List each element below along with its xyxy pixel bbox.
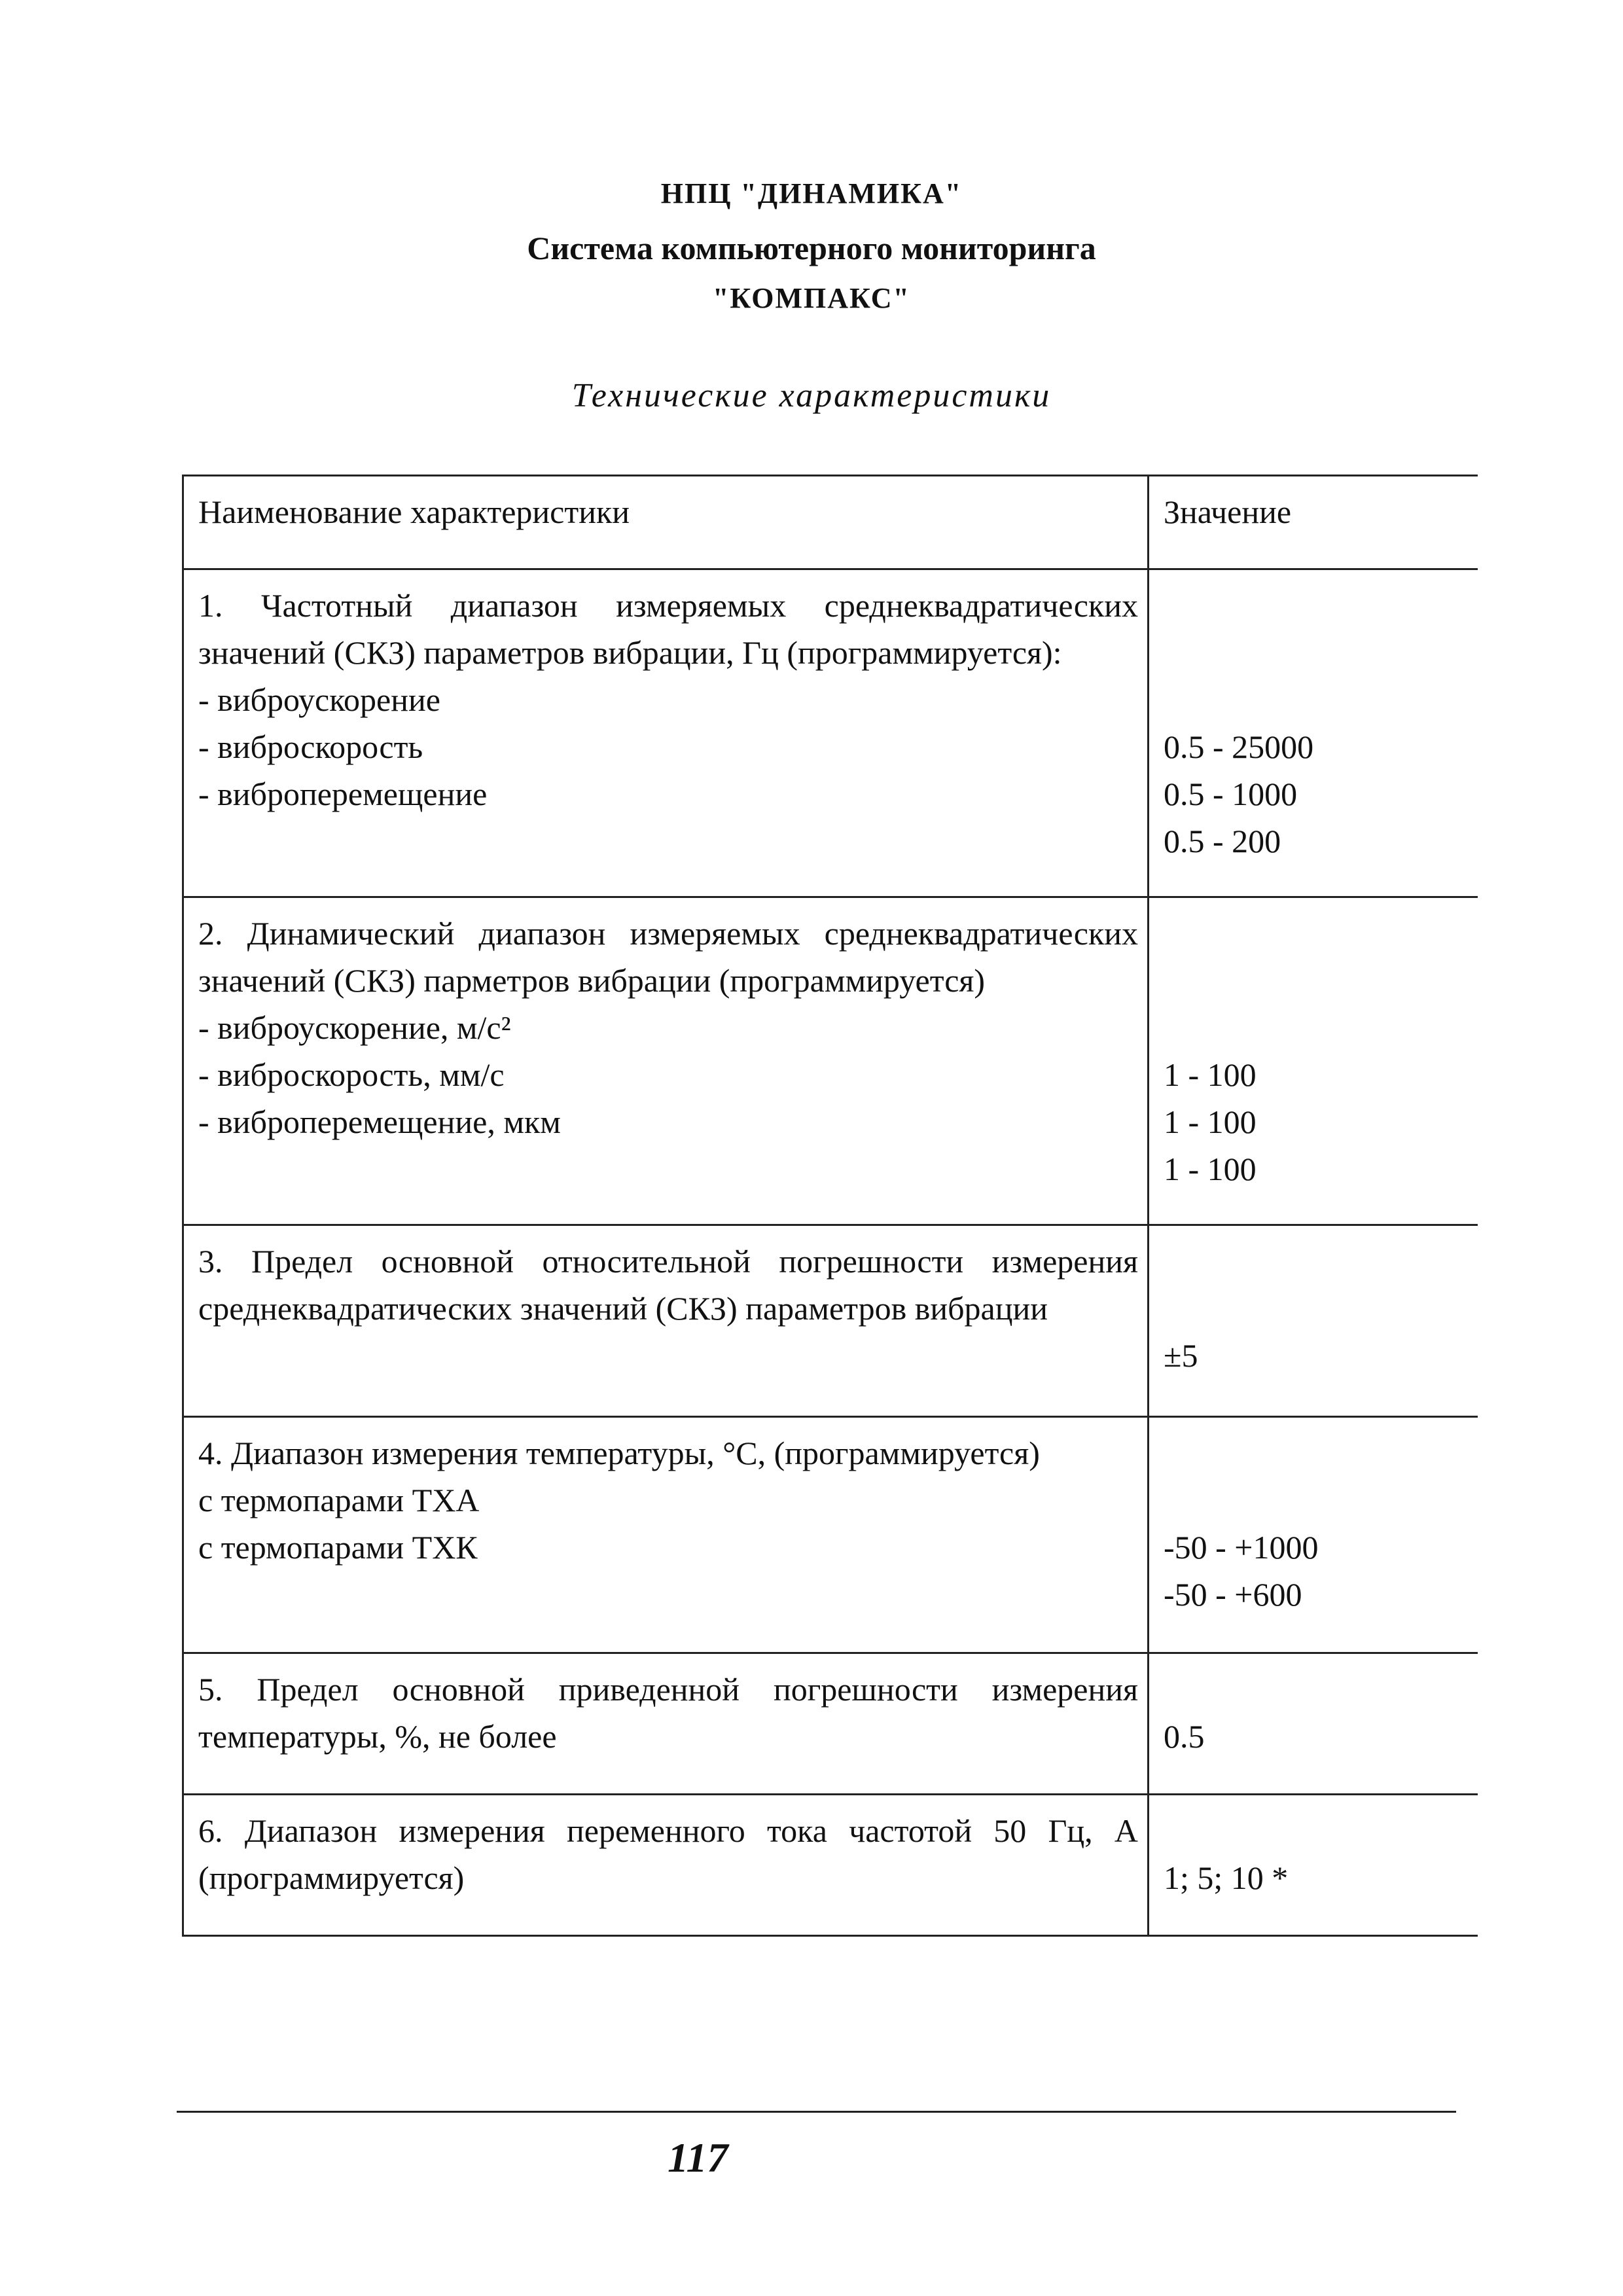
value-cell: [1149, 897, 1478, 1225]
table-row: [183, 1795, 1478, 1936]
characteristic-item: с термопарами ТХА: [198, 1482, 480, 1518]
characteristic-item: - виброперемещение: [198, 776, 488, 812]
section-subtitle: Технические характеристики: [571, 377, 1052, 414]
footer-divider: [177, 2111, 1456, 2113]
column-header-characteristic: Наименование характеристики: [183, 476, 1149, 569]
column-header-value: Значение: [1149, 476, 1478, 569]
value-item: 0.5 - 1000: [1164, 776, 1298, 812]
characteristic-cell: [183, 897, 1149, 1225]
specifications-table: [182, 475, 1478, 1937]
value-cell: [1149, 1653, 1478, 1795]
characteristic-cell: [183, 1795, 1149, 1936]
table-row: [183, 1417, 1478, 1653]
value-item: 1 - 100: [1164, 1103, 1257, 1140]
table-header-row: [183, 476, 1478, 569]
value-cell: [1149, 1795, 1478, 1936]
value-cell: [1149, 1225, 1478, 1417]
characteristic-item: - виброскорость, мм/с: [198, 1056, 505, 1093]
system-title: Система компьютерного мониторинга: [527, 230, 1096, 266]
table-row: [183, 1653, 1478, 1795]
characteristic-lead: 1. Частотный диапазон измеряемых среднеквадратических значений (СКЗ) параметров вибрации, Гц (программируется):: [198, 587, 1138, 671]
characteristic-lead: 2. Динамический диапазон измеряемых среднеквадратических значений (СКЗ) парметров вибрации (программируется): [198, 915, 1138, 999]
characteristic-item: - виброускорение: [198, 681, 440, 718]
characteristic-cell: [183, 1417, 1149, 1653]
table-row: [183, 569, 1478, 897]
value-cell: [1149, 569, 1478, 897]
value-item: 0.5: [1164, 1718, 1205, 1755]
characteristic-cell: [183, 569, 1149, 897]
characteristic-lead: 4. Диапазон измерения температуры, °С, (программируется): [198, 1435, 1040, 1471]
value-item: -50 - +1000: [1164, 1529, 1319, 1566]
value-item: ±5: [1164, 1337, 1198, 1374]
characteristic-lead: 3. Предел основной относительной погрешности измерения среднеквадратических значений (СКЗ) параметров вибрации: [198, 1243, 1138, 1327]
characteristic-cell: [183, 1225, 1149, 1417]
page-number: 117: [668, 2134, 728, 2181]
product-name: "КОМПАКС": [712, 282, 910, 314]
value-item: 0.5 - 25000: [1164, 728, 1314, 765]
characteristic-lead: 6. Диапазон измерения переменного тока частотой 50 Гц, А (программируется): [198, 1812, 1138, 1896]
value-item: 1; 5; 10 *: [1164, 1859, 1289, 1896]
value-cell: [1149, 1417, 1478, 1653]
value-item: 1 - 100: [1164, 1056, 1257, 1093]
value-item: 0.5 - 200: [1164, 823, 1281, 859]
table-row: [183, 897, 1478, 1225]
table-row: [183, 1225, 1478, 1417]
organization-name: НПЦ "ДИНАМИКА": [660, 177, 963, 209]
characteristic-item: - виброскорость: [198, 728, 423, 765]
characteristic-item: с термопарами ТХК: [198, 1529, 478, 1566]
characteristic-item: - виброускорение, м/с²: [198, 1009, 511, 1046]
characteristic-cell: [183, 1653, 1149, 1795]
value-item: -50 - +600: [1164, 1576, 1302, 1613]
value-item: 1 - 100: [1164, 1151, 1257, 1187]
characteristic-lead: 5. Предел основной приведенной погрешности измерения температуры, %, не более: [198, 1671, 1138, 1755]
characteristic-item: - виброперемещение, мкм: [198, 1103, 561, 1140]
